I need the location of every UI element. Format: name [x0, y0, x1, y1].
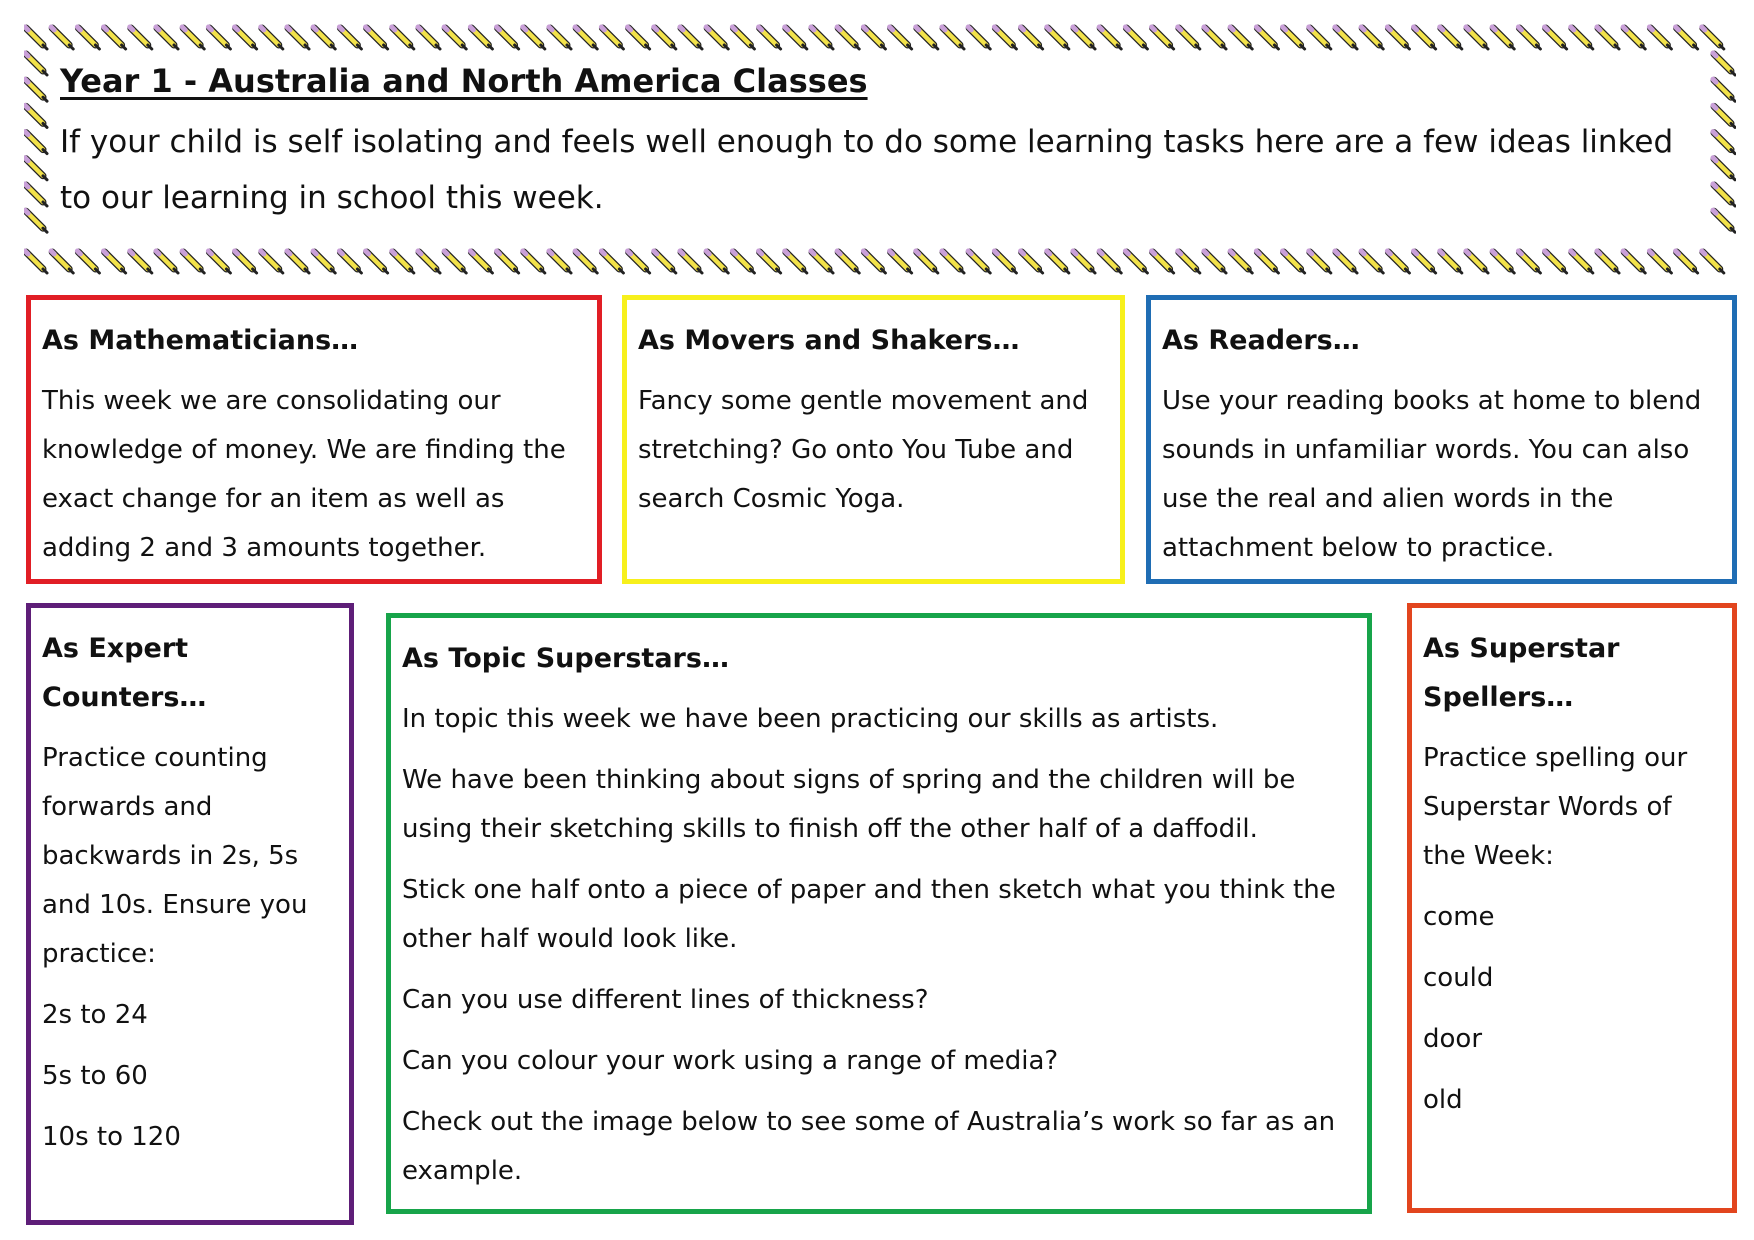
topic-superstars-box	[386, 613, 1372, 1214]
pencil-icon	[601, 251, 623, 273]
pencil-icon	[1597, 27, 1619, 49]
pencil-icon	[1414, 27, 1436, 49]
pencil-icon	[261, 251, 283, 273]
pencil-icon	[1335, 27, 1357, 49]
page-title: Year 1 - Australia and North America Classes	[60, 62, 868, 100]
pencil-icon	[392, 251, 414, 273]
pencil-icon	[444, 251, 466, 273]
pencil-icon	[182, 251, 204, 273]
pencil-icon	[235, 251, 257, 273]
counting-item: 10s to 120	[42, 1122, 181, 1152]
pencil-icon	[208, 27, 230, 49]
mathematicians-text: This week we are consolidating our knowledge of money. We are finding the exact change for an item as well as adding 2 and 3 amounts together.	[42, 386, 566, 563]
pencil-icon	[1047, 27, 1069, 49]
pencil-icon	[1702, 251, 1724, 273]
pencil-icon	[942, 27, 964, 49]
pencil-icon	[968, 251, 990, 273]
pencil-icon	[1545, 251, 1567, 273]
pencil-icon	[575, 251, 597, 273]
pencil-icon	[1204, 27, 1226, 49]
pencil-icon	[680, 251, 702, 273]
pencil-icon	[1125, 27, 1147, 49]
pencil-icon	[523, 251, 545, 273]
pencil-icon	[104, 27, 126, 49]
pencil-icon	[785, 251, 807, 273]
topic-paragraph: We have been thinking about signs of spring and the children will be using their sketching skills to finish off the other half of a daffodil.	[402, 765, 1296, 844]
pencil-icon	[51, 251, 73, 273]
pencil-icon	[1073, 251, 1095, 273]
pencil-icon	[1414, 251, 1436, 273]
pencil-row-top	[25, 27, 1724, 49]
pencil-icon	[706, 27, 728, 49]
pencil-icon	[313, 27, 335, 49]
pencil-icon	[785, 27, 807, 49]
pencil-icon	[25, 105, 47, 127]
pencil-icon	[25, 27, 47, 49]
pencil-icon	[1099, 27, 1121, 49]
pencil-col-right	[1713, 53, 1735, 232]
pencil-icon	[1335, 251, 1357, 273]
pencil-icon	[523, 27, 545, 49]
pencil-icon	[1713, 184, 1735, 206]
pencil-icon	[339, 27, 361, 49]
pencil-icon	[1021, 27, 1043, 49]
movers-shakers-box	[622, 295, 1125, 584]
readers-text: Use your reading books at home to blend sounds in unfamiliar words. You can also use the real and alien words in the attachment below to practice.	[1162, 386, 1702, 563]
topic-superstars-heading: As Topic Superstars…	[402, 643, 729, 674]
expert-counters-heading: As Expert Counters…	[42, 633, 207, 713]
pencil-icon	[1361, 251, 1383, 273]
pencil-icon	[1676, 27, 1698, 49]
pencil-icon	[1623, 251, 1645, 273]
header-frame	[24, 24, 1736, 276]
pencil-icon	[628, 251, 650, 273]
pencil-icon	[1713, 79, 1735, 101]
pencil-icon	[1387, 27, 1409, 49]
pencil-icon	[1676, 251, 1698, 273]
pencil-icon	[1256, 27, 1278, 49]
pencil-icon	[1387, 251, 1409, 273]
pencil-icon	[470, 27, 492, 49]
pencil-icon	[77, 251, 99, 273]
pencil-icon	[1466, 251, 1488, 273]
pencil-icon	[130, 27, 152, 49]
pencil-icon	[25, 184, 47, 206]
topic-paragraph: Can you colour your work using a range of media?	[402, 1046, 1059, 1076]
topic-paragraph: In topic this week we have been practicing our skills as artists.	[402, 704, 1219, 734]
pencil-icon	[77, 27, 99, 49]
pencil-icon	[1125, 251, 1147, 273]
pencil-icon	[1518, 27, 1540, 49]
pencil-icon	[759, 251, 781, 273]
pencil-icon	[1073, 27, 1095, 49]
pencil-icon	[863, 27, 885, 49]
pencil-icon	[890, 27, 912, 49]
pencil-icon	[366, 251, 388, 273]
pencil-icon	[1571, 27, 1593, 49]
pencil-icon	[182, 27, 204, 49]
pencil-icon	[339, 251, 361, 273]
pencil-icon	[25, 251, 47, 273]
pencil-icon	[628, 27, 650, 49]
pencil-icon	[444, 27, 466, 49]
pencil-icon	[1597, 251, 1619, 273]
pencil-icon	[1713, 132, 1735, 154]
pencil-icon	[1309, 251, 1331, 273]
pencil-icon	[1152, 251, 1174, 273]
pencil-icon	[25, 79, 47, 101]
readers-heading: As Readers…	[1162, 325, 1360, 356]
pencil-icon	[1545, 27, 1567, 49]
pencil-icon	[156, 251, 178, 273]
pencil-icon	[208, 251, 230, 273]
pencil-icon	[1256, 251, 1278, 273]
pencil-icon	[51, 27, 73, 49]
pencil-icon	[130, 251, 152, 273]
pencil-icon	[1204, 251, 1226, 273]
spelling-word: come	[1423, 902, 1495, 932]
counting-item: 5s to 60	[42, 1061, 148, 1091]
pencil-icon	[1178, 27, 1200, 49]
pencil-icon	[1713, 210, 1735, 232]
pencil-icon	[706, 251, 728, 273]
pencil-icon	[890, 251, 912, 273]
pencil-icon	[1361, 27, 1383, 49]
pencil-icon	[287, 251, 309, 273]
spelling-word: door	[1423, 1024, 1483, 1054]
pencil-icon	[25, 132, 47, 154]
pencil-icon	[1713, 53, 1735, 75]
pencil-icon	[1230, 251, 1252, 273]
pencil-icon	[994, 27, 1016, 49]
pencil-icon	[680, 27, 702, 49]
pencil-icon	[732, 27, 754, 49]
superstar-spellers-text: Practice spelling our Superstar Words of the Week:	[1423, 743, 1688, 871]
pencil-icon	[1713, 158, 1735, 180]
pencil-icon	[497, 251, 519, 273]
pencil-icon	[549, 251, 571, 273]
pencil-icon	[1492, 251, 1514, 273]
spelling-word: old	[1423, 1085, 1463, 1115]
pencil-icon	[104, 251, 126, 273]
mathematicians-heading: As Mathematicians…	[42, 325, 359, 356]
pencil-icon	[1466, 27, 1488, 49]
pencil-icon	[549, 27, 571, 49]
pencil-icon	[601, 27, 623, 49]
header-content	[60, 62, 1710, 226]
pencil-icon	[863, 251, 885, 273]
mathematicians-box	[26, 295, 602, 584]
pencil-icon	[1518, 251, 1540, 273]
superstar-spellers-heading: As Superstar Spellers…	[1423, 633, 1620, 713]
pencil-icon	[366, 27, 388, 49]
intro-text: If your child is self isolating and feels well enough to do some learning tasks here are a few ideas linked to our learning in school this week.	[60, 124, 1674, 217]
pencil-icon	[1440, 27, 1462, 49]
pencil-icon	[732, 251, 754, 273]
pencil-icon	[1283, 251, 1305, 273]
movers-shakers-text: Fancy some gentle movement and stretching? Go onto You Tube and search Cosmic Yoga.	[638, 386, 1089, 514]
topic-paragraph: Can you use different lines of thickness?	[402, 985, 929, 1015]
pencil-icon	[313, 251, 335, 273]
pencil-icon	[654, 251, 676, 273]
pencil-icon	[1649, 251, 1671, 273]
superstar-spellers-box	[1407, 603, 1737, 1213]
pencil-icon	[1230, 27, 1252, 49]
pencil-icon	[287, 27, 309, 49]
expert-counters-box	[26, 603, 354, 1225]
pencil-icon	[1440, 251, 1462, 273]
pencil-icon	[1152, 27, 1174, 49]
pencil-icon	[470, 251, 492, 273]
pencil-icon	[261, 27, 283, 49]
pencil-icon	[1649, 27, 1671, 49]
pencil-icon	[942, 251, 964, 273]
pencil-icon	[1623, 27, 1645, 49]
pencil-row-bottom	[25, 251, 1724, 273]
topic-paragraph: Check out the image below to see some of Australia’s work so far as an example.	[402, 1107, 1336, 1186]
pencil-icon	[25, 53, 47, 75]
pencil-icon	[654, 27, 676, 49]
pencil-icon	[1713, 105, 1735, 127]
pencil-col-left	[25, 53, 47, 232]
pencil-icon	[811, 27, 833, 49]
pencil-icon	[1571, 251, 1593, 273]
spelling-word: could	[1423, 963, 1494, 993]
pencil-icon	[1283, 27, 1305, 49]
pencil-icon	[1178, 251, 1200, 273]
pencil-icon	[916, 27, 938, 49]
pencil-icon	[1047, 251, 1069, 273]
pencil-icon	[418, 27, 440, 49]
movers-shakers-heading: As Movers and Shakers…	[638, 325, 1020, 356]
pencil-icon	[25, 210, 47, 232]
pencil-icon	[759, 27, 781, 49]
topic-paragraph: Stick one half onto a piece of paper and then sketch what you think the other half would look like.	[402, 875, 1336, 954]
expert-counters-text: Practice counting forwards and backwards in 2s, 5s and 10s. Ensure you practice:	[42, 743, 308, 969]
pencil-icon	[811, 251, 833, 273]
pencil-icon	[418, 251, 440, 273]
pencil-icon	[968, 27, 990, 49]
pencil-icon	[497, 27, 519, 49]
pencil-icon	[1021, 251, 1043, 273]
pencil-icon	[916, 251, 938, 273]
pencil-icon	[837, 27, 859, 49]
pencil-icon	[1099, 251, 1121, 273]
pencil-icon	[837, 251, 859, 273]
pencil-icon	[1309, 27, 1331, 49]
pencil-icon	[25, 158, 47, 180]
pencil-icon	[392, 27, 414, 49]
pencil-icon	[235, 27, 257, 49]
pencil-icon	[1492, 27, 1514, 49]
counting-item: 2s to 24	[42, 1000, 148, 1030]
pencil-icon	[156, 27, 178, 49]
pencil-icon	[1702, 27, 1724, 49]
pencil-icon	[994, 251, 1016, 273]
pencil-icon	[575, 27, 597, 49]
readers-box	[1146, 295, 1737, 584]
